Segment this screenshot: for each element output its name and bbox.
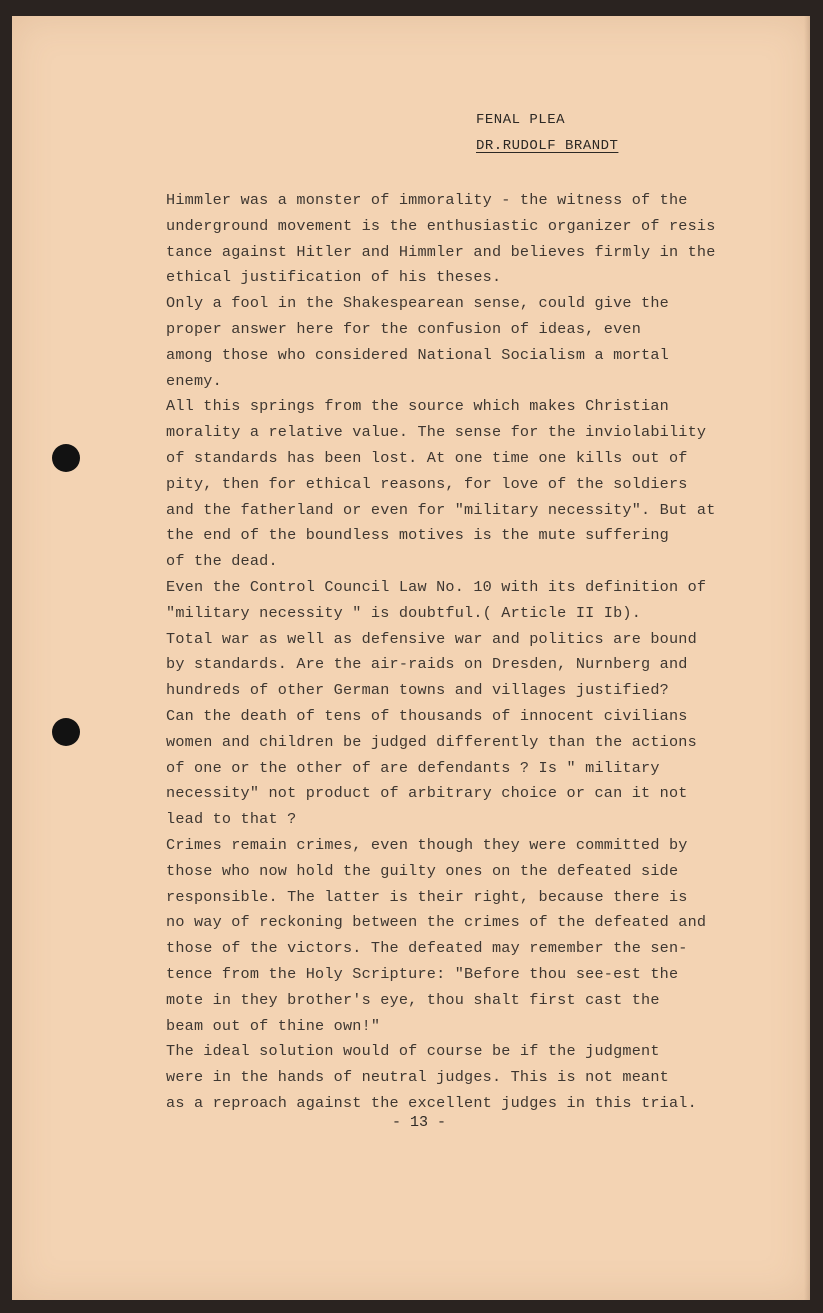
text-line: tance against Hitler and Himmler and believes firmly in the	[166, 242, 716, 261]
text-line: All this springs from the source which makes Christian	[166, 397, 669, 416]
text-line: by standards. Are the air-raids on Dresden, Nurnberg and	[166, 655, 688, 674]
text-line: ethical justification of his theses.	[166, 268, 502, 287]
text-line: Can the death of tens of thousands of innocent civilians	[166, 706, 688, 725]
text-line: "military necessity " is doubtful.( Article II Ib).	[166, 603, 642, 622]
page-edge-shadow	[804, 16, 810, 1300]
text-line: women and children be judged differently than the actions	[166, 732, 697, 751]
text-line: among those who considered National Socialism a mortal	[166, 345, 669, 364]
text-line: responsible. The latter is their right, because there is	[166, 887, 688, 906]
text-line: of standards has been lost. At one time one kills out of	[166, 448, 688, 467]
text-line: pity, then for ethical reasons, for love of the soldiers	[166, 474, 688, 493]
document-heading: FENAL PLEA	[476, 112, 566, 128]
text-line: tence from the Holy Scripture: "Before thou see-est the	[166, 964, 679, 983]
text-line: those of the victors. The defeated may remember the sen-	[166, 939, 688, 958]
text-line: mote in they brother's eye, thou shalt first cast the	[166, 990, 660, 1009]
text-line: and the fatherland or even for "military necessity". But at	[166, 500, 716, 519]
text-line: no way of reckoning between the crimes of the defeated and	[166, 913, 707, 932]
text-line: The ideal solution would of course be if the judgment	[166, 1042, 660, 1061]
punch-hole-bottom	[52, 718, 80, 746]
text-line: Crimes remain crimes, even though they were committed by	[166, 835, 688, 854]
text-line: the end of the boundless motives is the mute suffering	[166, 526, 669, 545]
text-line: lead to that ?	[166, 810, 297, 829]
text-line: necessity" not product of arbitrary choice or can it not	[166, 784, 688, 803]
text-line: those who now hold the guilty ones on the defeated side	[166, 861, 679, 880]
text-line: Himmler was a monster of immorality - the witness of the	[166, 191, 688, 209]
text-line: morality a relative value. The sense for the inviolability	[166, 423, 707, 442]
document-subheading: DR.RUDOLF BRANDT	[476, 138, 619, 154]
text-line: enemy.	[166, 371, 222, 390]
text-line: of one or the other of are defendants ? Is " military	[166, 758, 660, 777]
text-line: Total war as well as defensive war and politics are bound	[166, 629, 697, 648]
text-line: as a reproach against the excellent judges in this trial.	[166, 1093, 697, 1112]
text-line: of the dead.	[166, 552, 278, 571]
text-line: Even the Control Council Law No. 10 with its definition of	[166, 577, 707, 596]
document-page	[12, 16, 810, 1300]
text-line: beam out of thine own!"	[166, 1016, 381, 1035]
text-line: were in the hands of neutral judges. This is not meant	[166, 1068, 669, 1087]
text-line: hundreds of other German towns and villages justified?	[166, 681, 669, 700]
punch-hole-top	[52, 444, 80, 472]
text-line: Only a fool in the Shakespearean sense, could give the	[166, 294, 669, 313]
text-line: underground movement is the enthusiastic organizer of resis	[166, 216, 716, 235]
text-line: proper answer here for the confusion of ideas, even	[166, 319, 642, 338]
document-body	[166, 188, 780, 1117]
page-number: - 13 -	[392, 1114, 447, 1131]
